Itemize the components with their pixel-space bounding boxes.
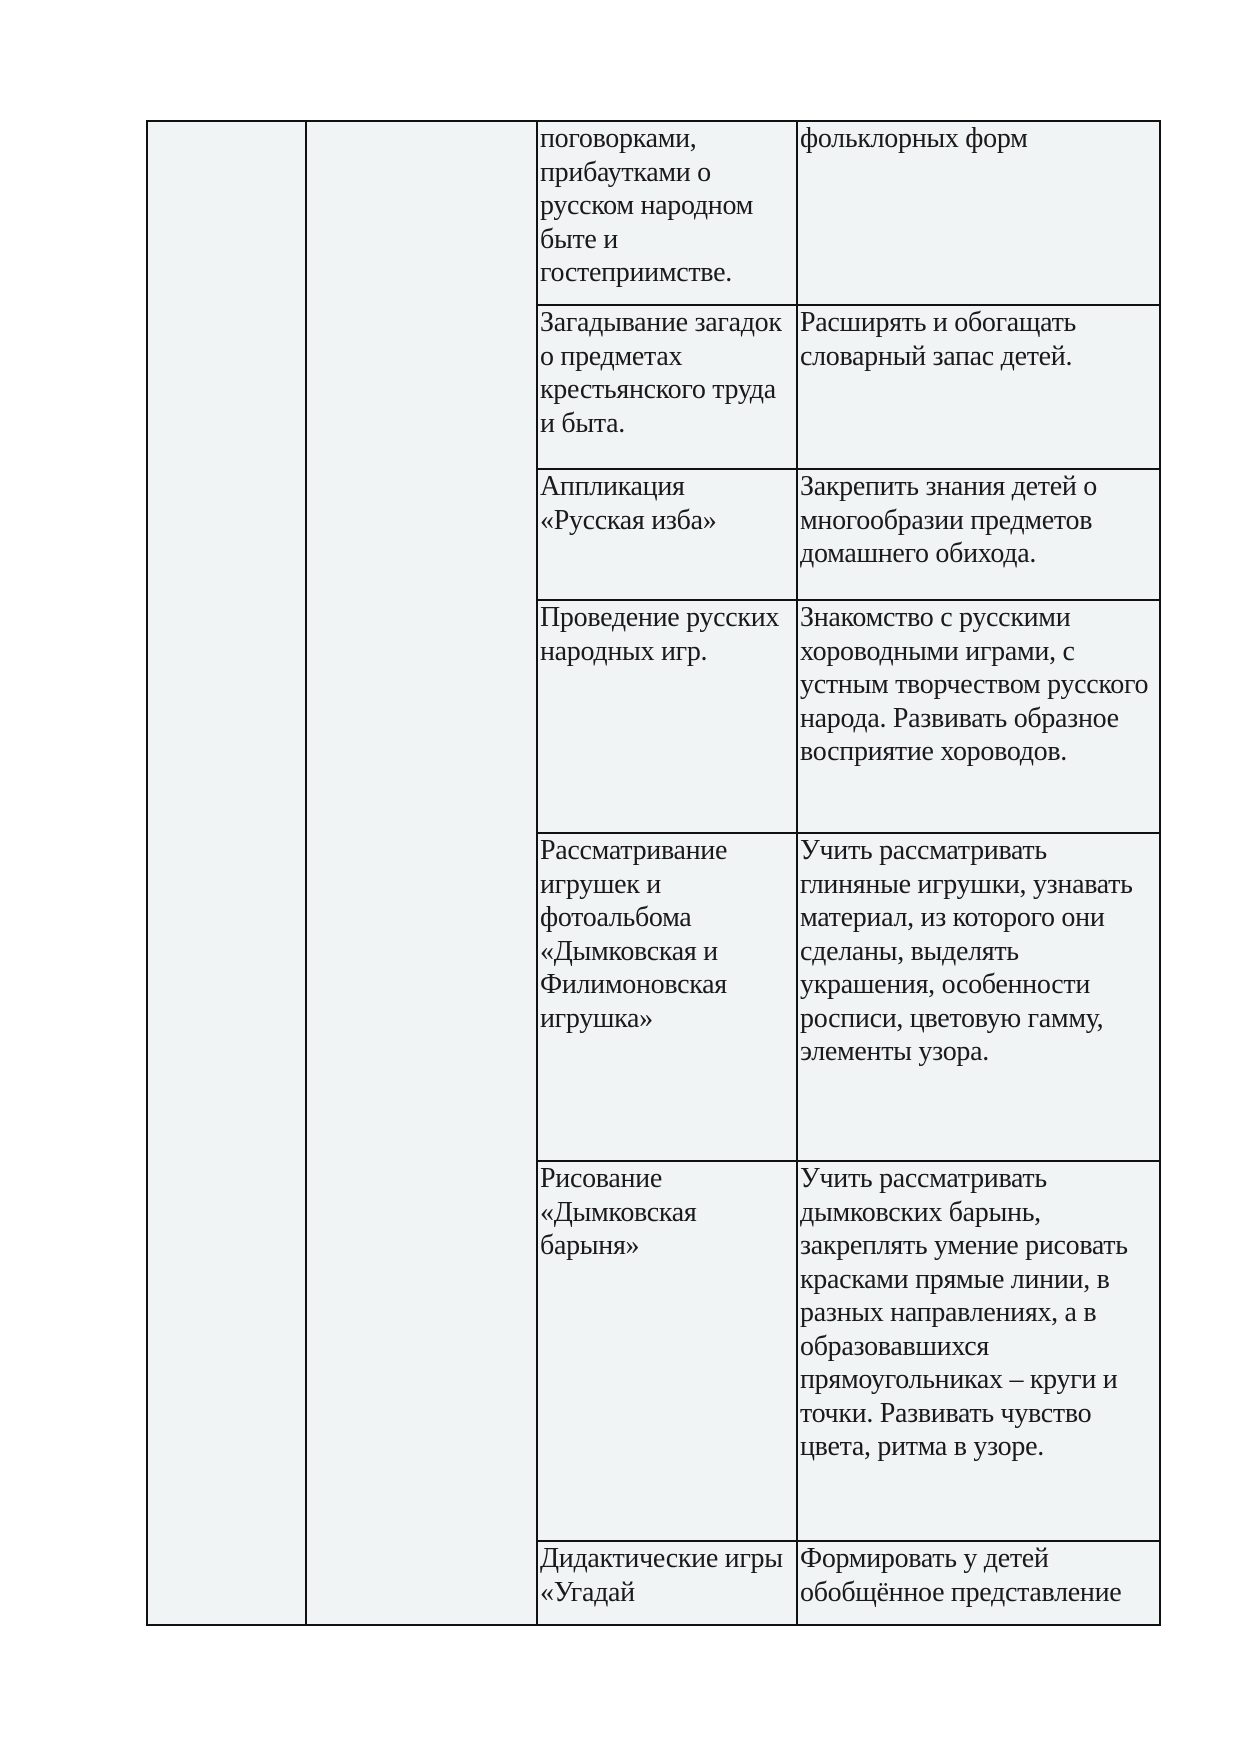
empty-column-1-cell xyxy=(147,121,306,1625)
goal-cell xyxy=(797,1161,1160,1541)
activity-cell xyxy=(537,1161,797,1541)
activity-text: поговорками, прибаутками о русском народном быте и гостеприимстве. xyxy=(540,123,754,288)
goal-text: Закрепить знания детей о многообразии предметов домашнего обихода. xyxy=(800,471,1097,569)
lesson-plan-table xyxy=(146,120,1161,1626)
activity-text: Рассматривание игрушек и фотоальбома «Дымковская и Филимоновская игрушка» xyxy=(540,835,728,1034)
activity-text: Проведение русских народных игр. xyxy=(540,602,780,667)
goal-text: Учить рассматривать дымковских барынь, закреплять умение рисовать красками прямые линии, в разных направлениях, а в образовавшихся прямоугольниках – круги и точки. Развивать чувство цвета, ритма в узоре. xyxy=(800,1163,1128,1462)
goal-text: Формировать у детей обобщённое представление xyxy=(800,1543,1122,1608)
goal-cell xyxy=(797,1541,1160,1625)
activity-text: Загадывание загадок о предметах крестьянского труда и быта. xyxy=(540,307,782,439)
activity-cell xyxy=(537,1541,797,1625)
goal-cell xyxy=(797,600,1160,833)
goal-cell xyxy=(797,121,1160,305)
goal-text: Расширять и обогащать словарный запас детей. xyxy=(800,307,1076,372)
activity-cell xyxy=(537,469,797,600)
goal-text: Учить рассматривать глиняные игрушки, узнавать материал, из которого они сделаны, выделять украшения, особенности росписи, цветовую гамму, элементы узора. xyxy=(800,835,1133,1067)
goal-text: Знакомство с русскими хороводными играми, с устным творчеством русского народа. Развивать образное восприятие хороводов. xyxy=(800,602,1149,767)
activity-text: Аппликация «Русская изба» xyxy=(540,471,717,536)
activity-text: Рисование «Дымковская барыня» xyxy=(540,1163,697,1261)
activity-text: Дидактические игры «Угадай xyxy=(540,1543,783,1608)
empty-column-2-cell xyxy=(306,121,537,1625)
activity-cell xyxy=(537,833,797,1161)
goal-cell xyxy=(797,833,1160,1161)
goal-text: фольклорных форм xyxy=(800,123,1028,154)
goal-cell xyxy=(797,305,1160,469)
activity-cell xyxy=(537,600,797,833)
goal-cell xyxy=(797,469,1160,600)
table-row xyxy=(147,121,1160,305)
activity-cell xyxy=(537,121,797,305)
activity-cell xyxy=(537,305,797,469)
